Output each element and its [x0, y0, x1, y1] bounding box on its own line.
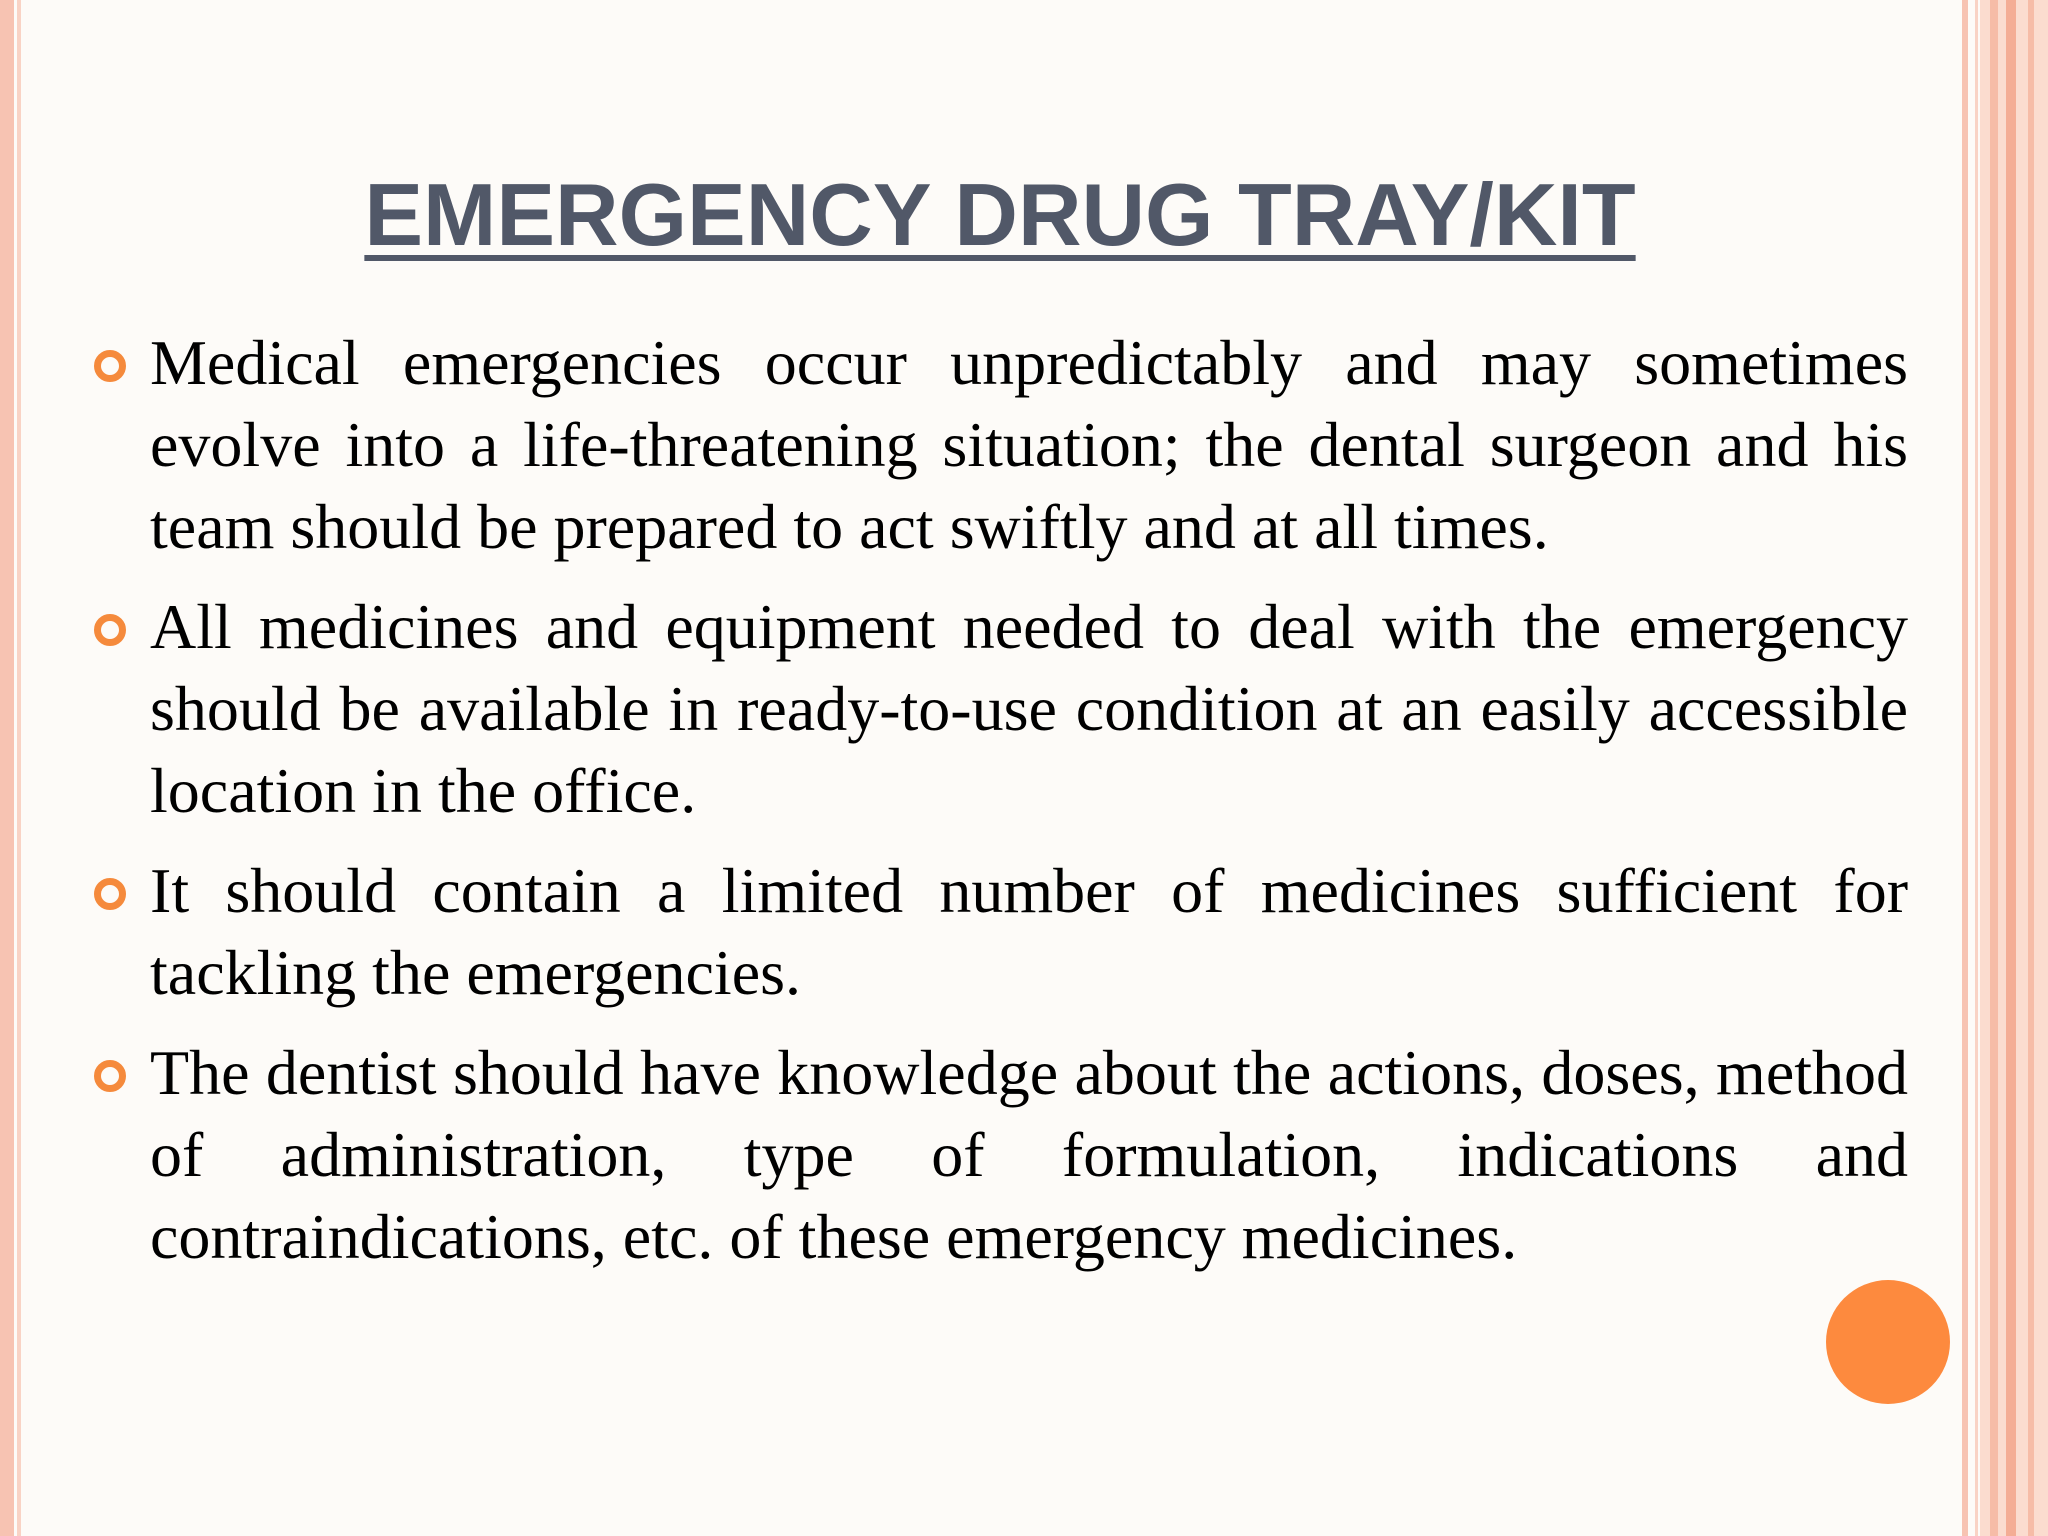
decorative-circle-icon [1826, 1280, 1950, 1404]
bullet-list [150, 322, 1908, 1296]
slide-title-text: EMERGENCY DRUG TRAY/KIT [364, 165, 1636, 264]
bullet-text: Medical emergencies occur unpredictably and may sometimes evolve into a life-threatening situation; the dental surgeon and his team should be prepared to act swiftly and at all times. [150, 327, 1908, 562]
ring-bullet-icon [94, 350, 126, 382]
ring-bullet-icon [94, 878, 126, 910]
bullet-item [150, 322, 1908, 568]
bullet-item [150, 850, 1908, 1014]
bullet-item [150, 1032, 1908, 1278]
ring-bullet-icon [94, 1060, 126, 1092]
ring-bullet-icon [94, 614, 126, 646]
bullet-item [150, 586, 1908, 832]
right-band-stripe [2028, 0, 2034, 1536]
bullet-text: All medicines and equipment needed to deal with the emergency should be available in ready-to-use condition at an easily accessible location in the office. [150, 591, 1908, 826]
slide-title [0, 160, 2000, 270]
bullet-text: The dentist should have knowledge about the actions, doses, method of administration, type of formulation, indications and contraindications, etc. of these emergency medicines. [150, 1037, 1908, 1272]
bullet-text: It should contain a limited number of medicines sufficient for tackling the emergencies. [150, 855, 1908, 1008]
right-band-stripe [2006, 0, 2016, 1536]
